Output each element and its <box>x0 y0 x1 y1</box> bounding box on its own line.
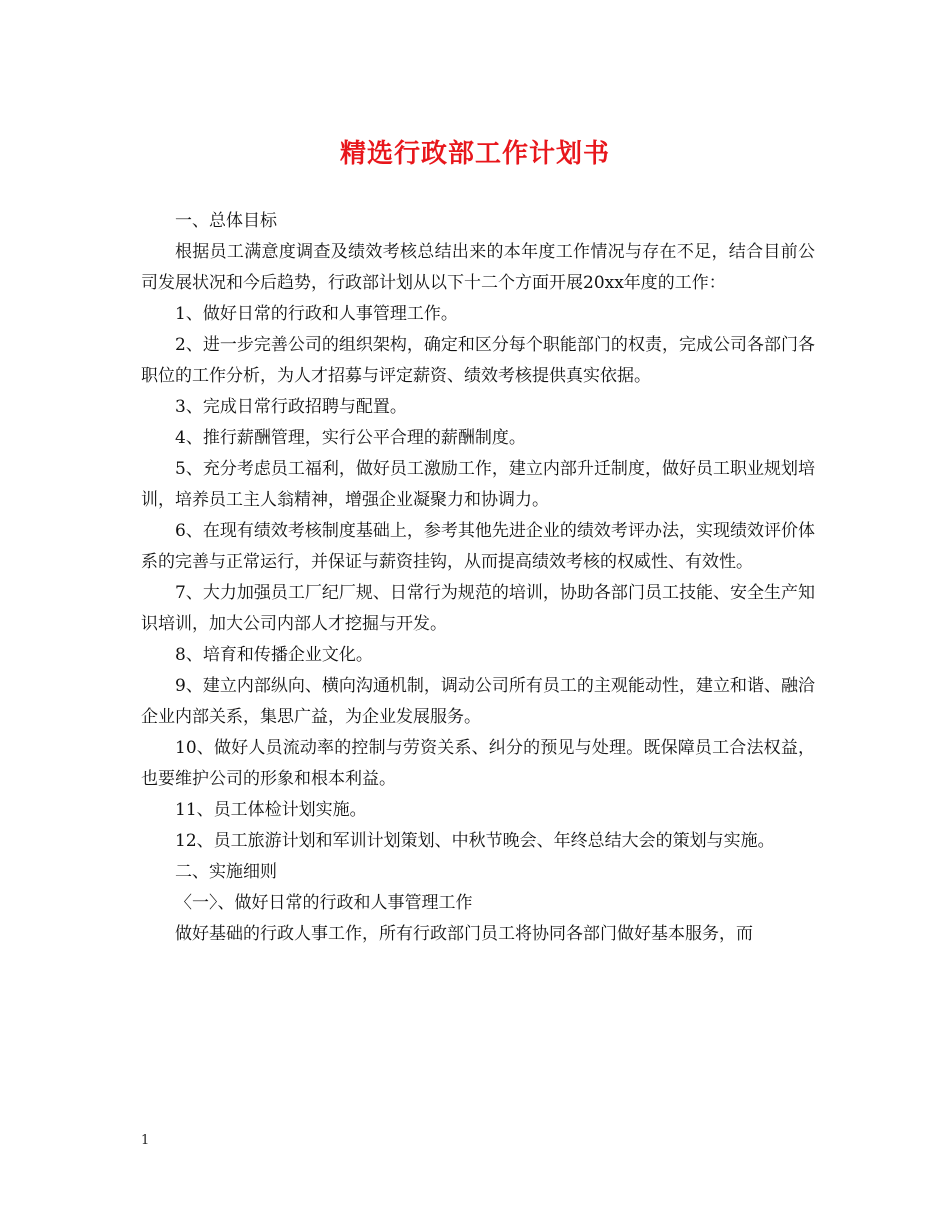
list-item: 3、完成日常行政招聘与配置。 <box>175 397 407 417</box>
list-item: 6、在现有绩效考核制度基础上，参考其他先进企业的绩效考评办法，实现绩效评价体系的完善与正常运行，并保证与薪资挂钩，从而提高绩效考核的权威性、有效性。 <box>141 521 815 572</box>
paragraph: 根据员工满意度调查及绩效考核总结出来的本年度工作情况与存在不足，结合目前公司发展状况和今后趋势，行政部计划从以下十二个方面开展20xx年度的工作： <box>141 242 815 293</box>
paragraph: 做好基础的行政人事工作，所有行政部门员工将协同各部门做好基本服务，而 <box>175 924 753 944</box>
list-item: 4、推行薪酬管理，实行公平合理的薪酬制度。 <box>175 428 526 448</box>
list-item: 10、做好人员流动率的控制与劳资关系、纠分的预见与处理。既保障员工合法权益，也要维护公司的形象和根本利益。 <box>141 738 815 789</box>
list-item: 9、建立内部纵向、横向沟通机制，调动公司所有员工的主观能动性，建立和谐、融洽企业内部关系，集思广益，为企业发展服务。 <box>141 676 815 727</box>
list-item: 5、充分考虑员工福利，做好员工激励工作，建立内部升迁制度，做好员工职业规划培训，培养员工主人翁精神，增强企业凝聚力和协调力。 <box>141 459 815 510</box>
section-heading: 一、总体目标 <box>175 211 277 231</box>
document-title: 精选行政部工作计划书 <box>339 139 610 169</box>
list-item: 8、培育和传播企业文化。 <box>175 645 373 665</box>
list-item: 11、员工体检计划实施。 <box>175 800 367 820</box>
list-item: 12、员工旅游计划和军训计划策划、中秋节晚会、年终总结大会的策划与实施。 <box>175 831 775 851</box>
list-item: 1、做好日常的行政和人事管理工作。 <box>175 304 458 324</box>
section-heading: 二、实施细则 <box>175 862 277 882</box>
subsection-heading: 〈一〉、做好日常的行政和人事管理工作 <box>175 893 473 913</box>
list-item: 2、进一步完善公司的组织架构，确定和区分每个职能部门的权责，完成公司各部门各职位的工作分析，为人才招募与评定薪资、绩效考核提供真实依据。 <box>141 335 815 386</box>
document-body <box>141 206 815 950</box>
list-item: 7、大力加强员工厂纪厂规、日常行为规范的培训，协助各部门员工技能、安全生产知识培训，加大公司内部人才挖掘与开发。 <box>141 583 815 634</box>
page-number: 1 <box>141 1133 150 1148</box>
